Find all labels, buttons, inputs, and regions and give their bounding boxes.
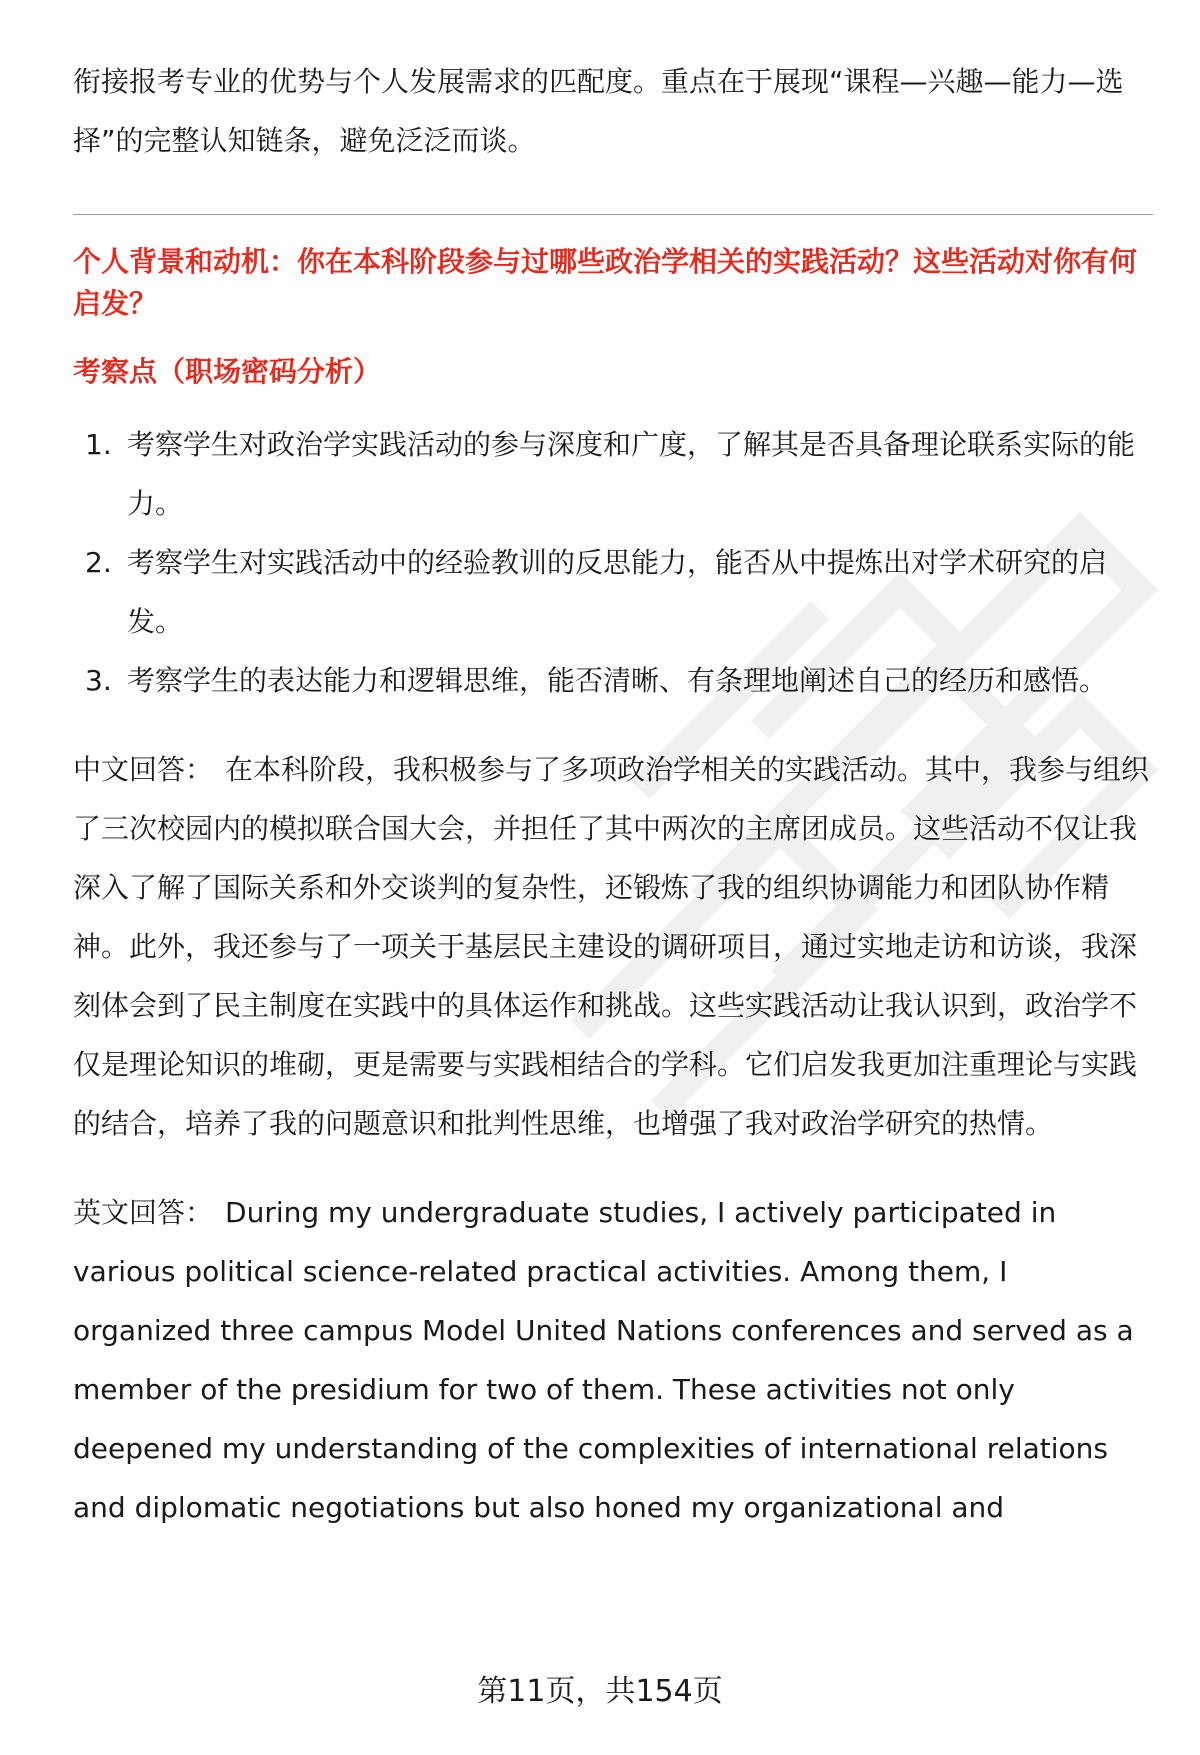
answer-chinese-label: 中文回答： — [73, 753, 214, 786]
list-item — [73, 533, 1153, 651]
answer-english-label: 英文回答： — [73, 1196, 214, 1229]
list-item-number: 1. — [85, 428, 112, 461]
page-content — [73, 52, 1153, 1537]
section-divider — [73, 214, 1153, 215]
list-item-text: 考察学生的表达能力和逻辑思维，能否清晰、有条理地阐述自己的经历和感悟。 — [127, 664, 1108, 697]
answer-chinese-text: 在本科阶段，我积极参与了多项政治学相关的实践活动。其中，我参与组织了三次校园内的模拟联合国大会，并担任了其中两次的主席团成员。这些活动不仅让我深入了解了国际关系和外交谈判的复杂性，还锻炼了我的组织协调能力和团队协作精神。此外，我还参与了一项关于基层民主建设的调研项目，通过实地走访和访谈，我深刻体会到了民主制度在实践中的具体运作和挑战。这些实践活动让我认识到，政治学不仅是理论知识的堆砌，更是需要与实践相结合的学科。它们启发我更加注重理论与实践的结合，培养了我的问题意识和批判性思维，也增强了我对政治学研究的热情。 — [73, 753, 1150, 1140]
page-number-footer: 第11页，共154页 — [477, 1674, 723, 1709]
list-item-number: 3. — [85, 664, 112, 697]
list-item-text: 考察学生对实践活动中的经验教训的反思能力，能否从中提炼出对学术研究的启发。 — [127, 546, 1108, 638]
list-item-number: 2. — [85, 546, 112, 579]
answer-english — [73, 1183, 1153, 1537]
question-heading: 个人背景和动机：你在本科阶段参与过哪些政治学相关的实践活动？这些活动对你有何启发？ — [73, 245, 1138, 320]
list-item — [73, 651, 1153, 710]
answer-chinese — [73, 740, 1153, 1153]
list-item — [73, 415, 1153, 533]
assessment-list — [73, 415, 1153, 710]
list-item-text: 考察学生对政治学实践活动的参与深度和广度，了解其是否具备理论联系实际的能力。 — [127, 428, 1136, 520]
intro-paragraph: 衔接报考专业的优势与个人发展需求的匹配度。重点在于展现“课程—兴趣—能力—选择”的完整认知链条，避免泛泛而谈。 — [73, 65, 1124, 157]
answer-english-text: During my undergraduate studies, I actively participated in various political science-related practical activities. Among them, I organized three campus Model United Nations conferences and served as a member of the presidium for two of them. These activities not only deepened my understanding of the complexities of international relations and diplomatic negotiations but also honed my organizational and — [73, 1196, 1134, 1524]
assessment-heading: 考察点（职场密码分析） — [73, 355, 382, 388]
